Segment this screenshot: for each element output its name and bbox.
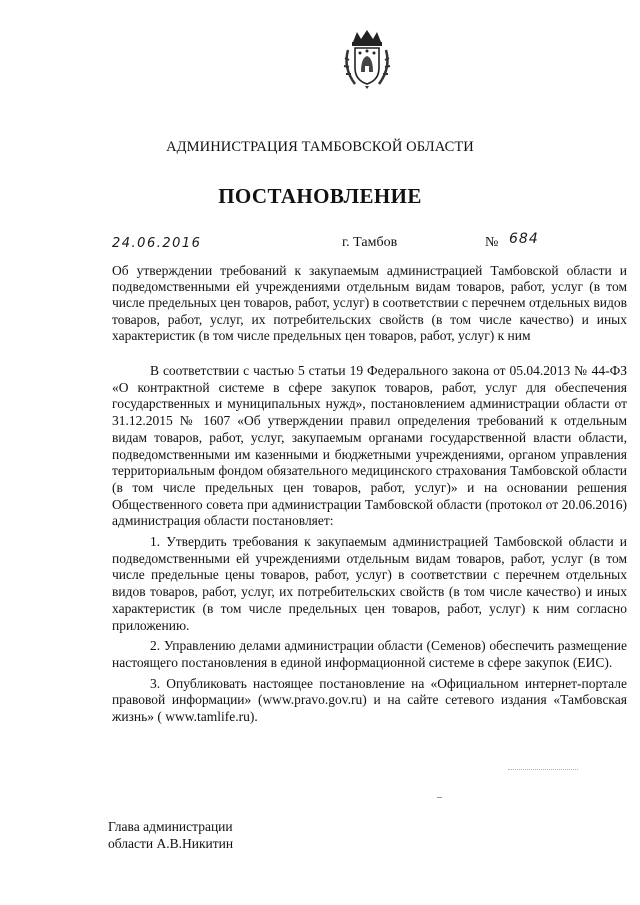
scan-mark-dash xyxy=(437,797,442,798)
body-paragraph-preamble: В соответствии с частью 5 статьи 19 Федерального закона от 05.04.2013 № 44-ФЗ «О контрактной системе в сфере закупок товаров, работ, услуг для обеспечения государственных и муниципальных нужд», постановлением администрации области от 31.12.2015 № 1607 «Об утверждении правил определения требований к отдельным видам товаров, работ, услуг, закупаемым органами государственной власти области, подведомственными им казенными и бюджетными учреждениями, органом управления территориальным фондом обязательного медицинского страхования Тамбовской области (в том числе предельных цен товаров, работ, услуг)» и на основании решения Общественного совета при администрации Тамбовской области (протокол от 20.06.2016) администрация области постановляет: xyxy=(112,363,627,529)
document-date: 24.06.2016 xyxy=(112,236,202,251)
document-number: 684 xyxy=(509,231,539,247)
document-type-title: ПОСТАНОВЛЕНИЕ xyxy=(218,184,422,208)
body-paragraph-item-1: 1. Утвердить требования к закупаемым администрацией Тамбовской области и подведомственными ей учреждениями отдельным видам товаров, работ, услуг (в том числе предельные цены товаров, работ, услуг) в соответствии с перечнем отдельных видов товаров, работ, услуг, их потребительских свойств (в том числе качество) и иных характеристик (в том числе предельных цен товаров, работ, услуг) к ним согласно приложению. xyxy=(112,534,627,633)
document-subject: Об утверждении требований к закупаемым администрацией Тамбовской области и подведомственными ей учреждениями отдельным видам товаров, работ, услуг (в том числе предельных цен товаров, работ, услуг) в соответствии с перечнем отдельных видов товаров, работ, услуг, их потребительских свойств (в том числе качество) и иных характеристик (в том числе предельных цен товаров, работ, услуг) к ним xyxy=(112,263,628,343)
signature-block xyxy=(108,818,233,852)
body-paragraph-item-3: 3. Опубликовать настоящее постановление на «Официальном интернет-портале правовой информации» (www.pravo.gov.ru) и на сайте сетевого издания «Тамбовская жизнь» ( www.tamlife.ru). xyxy=(112,675,627,725)
body-paragraph-item-2: 2. Управлению делами администрации области (Семенов) обеспечить размещение настоящего постановления в единой информационной системе в сфере закупок (ЕИС). xyxy=(112,638,627,670)
document-city: г. Тамбов xyxy=(342,235,398,250)
organization-title: АДМИНИСТРАЦИЯ ТАМБОВСКОЙ ОБЛАСТИ xyxy=(166,139,474,155)
scan-mark-dotted xyxy=(508,769,578,770)
document-body xyxy=(112,363,627,730)
signature-line-name: области А.В.Никитин xyxy=(108,836,234,851)
signature-line-position: Глава администрации xyxy=(108,819,233,834)
document-number-label: № xyxy=(485,235,499,250)
tambov-coat-of-arms-icon xyxy=(341,28,393,90)
